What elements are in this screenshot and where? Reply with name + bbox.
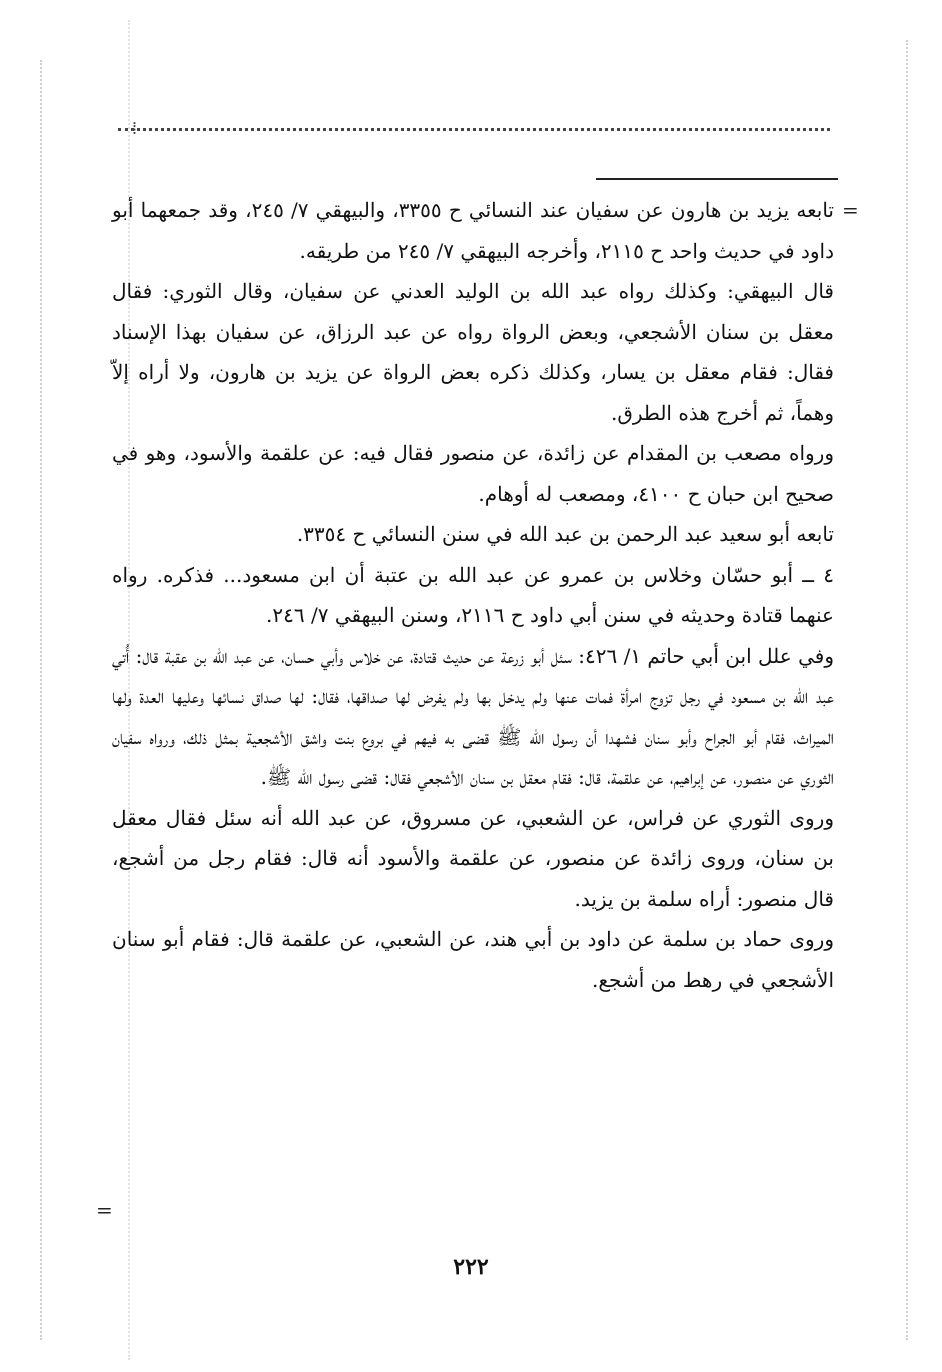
footnote-text-block <box>112 190 834 1000</box>
paragraph-2: قال البيهقي: وكذلك رواه عبد الله بن الوليد العدني عن سفيان، وقال الثوري: فقال معقل بن سنان الأشجعي، وبعض الرواة رواه عن عبد الرزاق، عن سفيان بهذا الإسناد فقال: فقام معقل بن يسار، وكذلك ذكره بعض الرواة عن يزيد بن هارون، ولا أراه إلاّ وهماً، ثم أخرج هذه الطرق. <box>112 279 834 425</box>
paragraph-8: وروى حماد بن سلمة عن داود بن أبي هند، عن الشعبي، عن علقمة قال: فقام أبو سنان الأشجعي في رهط من أشجع. <box>112 927 834 992</box>
paragraph-6: وفي علل ابن أبي حاتم ١/ ٤٢٦: سئل أبو زرعة عن حديث قتادة، عن خلاس وأبي حسان، عن عبد الله بن عقبة قال: أُتي عبد الله بن مسعود في رجل تزوج امرأة فمات عنها ولم يدخل بها ولم يفرض لها صداقها، فقال: لها صداق نسائها وعليها العدة ولها الميراث، فقام أبو الجراح وأبو سنان فشهدا أن رسول الله ﷺ قضى به فيهم في بروع بنت واشق الأشجعية بمثل ذلك، ورواه سفيان الثوري عن منصور، عن إبراهيم، عن علقمة، قال: فقام معقل بن سنان الأشجعي فقال: قضى رسول الله ﷺ. <box>112 643 834 789</box>
footnote-separator-rule <box>596 178 838 180</box>
top-tick-mark: ⁞ <box>132 118 138 139</box>
page-edge-right <box>906 40 908 1340</box>
page-number: ٢٢٢ <box>453 1254 489 1280</box>
paragraph-7: وروى الثوري عن فراس، عن الشعبي، عن مسروق، عن عبد الله أنه سئل فقال معقل بن سنان، وروى زائدة عن منصور، عن علقمة والأسود أنه قال: فقام رجل من أشجع، قال منصور: أراه سلمة بن يزيد. <box>112 805 834 911</box>
continuation-mark-bottom: = <box>96 1198 113 1222</box>
paragraph-5: ٤ ــ أبو حسّان وخلاس بن عمرو عن عبد الله بن عتبة أن ابن مسعود... فذكره. رواه عنهما قتادة وحديثه في سنن أبي داود ح ٢١١٦، وسنن البيهقي ٧/ ٢٤٦. <box>112 562 834 627</box>
header-dotted-rule <box>118 128 830 131</box>
paragraph-4: تابعه أبو سعيد عبد الرحمن بن عبد الله في سنن النسائي ح ٣٣٥٤. <box>296 522 834 546</box>
paragraph-1: تابعه يزيد بن هارون عن سفيان عند النسائي ح ٣٣٥٥، والبيهقي ٧/ ٢٤٥، وقد جمعهما أبو داود في حديث واحد ح ٢١١٥، وأخرجه البيهقي ٧/ ٢٤٥ من طريقه. <box>112 198 834 263</box>
continuation-mark-top: = <box>842 198 859 222</box>
paragraph-3: ورواه مصعب بن المقدام عن زائدة، عن منصور فقال فيه: عن علقمة والأسود، وهو في صحيح ابن حبان ح ٤١٠٠، ومصعب له أوهام. <box>112 441 834 506</box>
page-edge-left <box>40 60 42 1340</box>
